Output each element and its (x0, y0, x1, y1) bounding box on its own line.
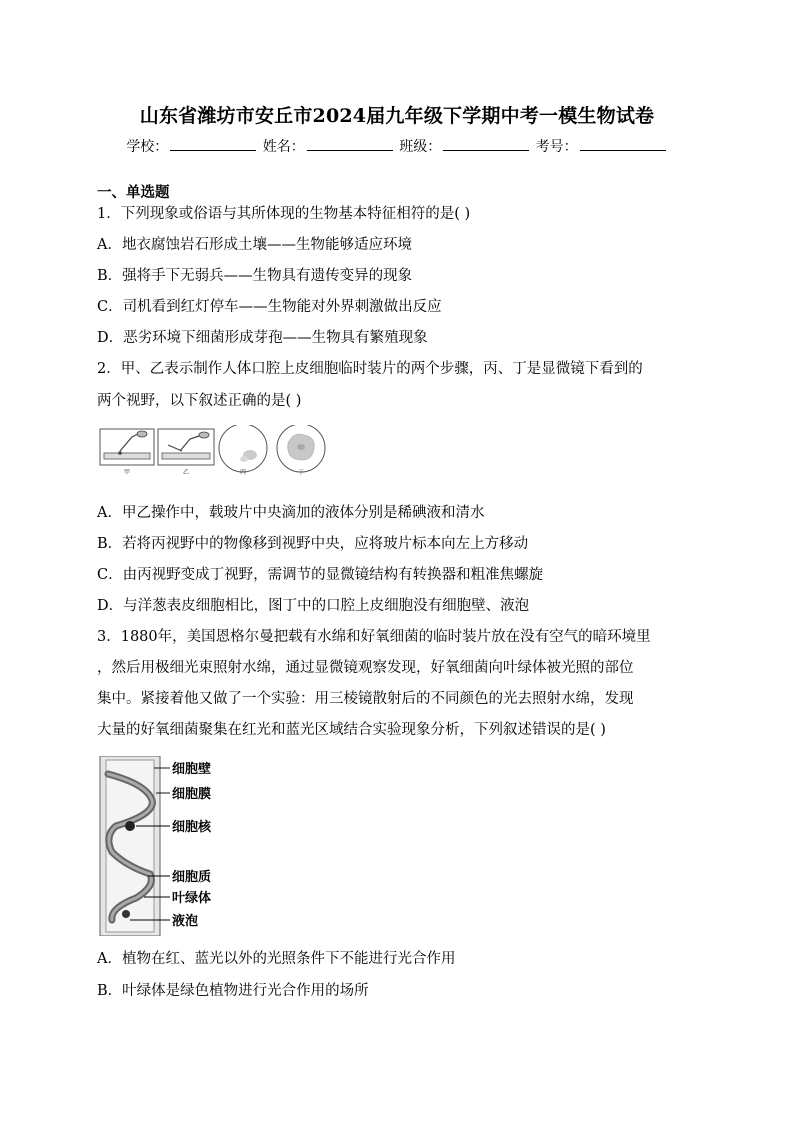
exam-number-blank[interactable] (580, 136, 666, 151)
q3-stem-line-4: 大量的好氧细菌聚集在红光和蓝光区域结合实验现象分析，下列叙述错误的是( ) (97, 722, 606, 738)
spirogyra-cell-figure (96, 756, 256, 936)
label-chloroplast: 叶绿体 (172, 891, 212, 906)
label-ding: 丁 (297, 469, 305, 475)
label-cell-membrane: 细胞膜 (172, 787, 212, 802)
q2-option-a: A．甲乙操作中，载玻片中央滴加的液体分别是稀碘液和清水 (97, 505, 485, 521)
q1-option-a: A．地衣腐蚀岩石形成土壤——生物能够适应环境 (97, 237, 412, 253)
step-yi-drawing (158, 429, 214, 465)
school-blank[interactable] (170, 136, 256, 151)
q3-stem-line-2: ，然后用极细光束照射水绵，通过显微镜观察发现，好氧细菌向叶绿体被光照的部位 (97, 660, 634, 676)
q1-option-c: C．司机看到红灯停车——生物能对外界刺激做出反应 (97, 299, 442, 315)
label-yi: 乙 (182, 469, 190, 475)
q3-stem-line-3: 集中。紧接着他又做了一个实验：用三棱镜散射后的不同颜色的光去照射水绵，发现 (97, 691, 634, 707)
exam-number-label: 考号： (535, 139, 578, 155)
q1-stem: 1．下列现象或俗语与其所体现的生物基本特征相符的是( ) (97, 206, 471, 222)
q2-stem-line-1: 2．甲、乙表示制作人体口腔上皮细胞临时装片的两个步骤，丙、丁是显微镜下看到的 (97, 361, 643, 377)
view-ding-drawing (277, 425, 325, 472)
q1-option-d: D．恶劣环境下细菌形成芽孢——生物具有繁殖现象 (97, 330, 428, 346)
q3-stem-line-1: 3．1880年，美国恩格尔曼把载有水绵和好氧细菌的临时装片放在没有空气的暗环境里 (97, 629, 651, 645)
exam-title: 山东省潍坊市安丘市2024届九年级下学期中考一模生物试卷 (139, 105, 655, 127)
class-label: 班级： (399, 139, 442, 155)
view-bing-drawing (219, 425, 267, 472)
label-nucleus: 细胞核 (172, 820, 212, 835)
q1-option-b: B．强将手下无弱兵——生物具有遗传变异的现象 (97, 268, 413, 284)
q2-option-b: B．若将丙视野中的物像移到视野中央，应将玻片标本向左上方移动 (97, 536, 529, 552)
name-blank[interactable] (307, 136, 393, 151)
label-bing: 丙 (239, 469, 247, 475)
student-info-line (0, 136, 794, 156)
label-cell-wall: 细胞壁 (172, 762, 212, 777)
step-jia-drawing (100, 429, 154, 465)
nucleus-dot (125, 821, 135, 831)
section-heading: 一、单选题 (97, 184, 170, 201)
label-jia: 甲 (123, 469, 131, 475)
q2-stem-line-2: 两个视野，以下叙述正确的是( ) (97, 393, 302, 409)
school-label: 学校： (126, 139, 169, 155)
q2-option-c: C．由丙视野变成丁视野，需调节的显微镜结构有转换器和粗准焦螺旋 (97, 567, 544, 583)
class-blank[interactable] (443, 136, 529, 151)
q2-option-d: D．与洋葱表皮细胞相比，图丁中的口腔上皮细胞没有细胞壁、液泡 (97, 598, 530, 614)
q3-option-b: B．叶绿体是绿色植物进行光合作用的场所 (97, 983, 369, 999)
label-cytoplasm: 细胞质 (172, 870, 212, 885)
name-label: 姓名： (262, 139, 305, 155)
q3-option-a: A．植物在红、蓝光以外的光照条件下不能进行光合作用 (97, 951, 456, 967)
slide-preparation-figure (98, 425, 330, 475)
label-vacuole: 液泡 (172, 914, 199, 929)
